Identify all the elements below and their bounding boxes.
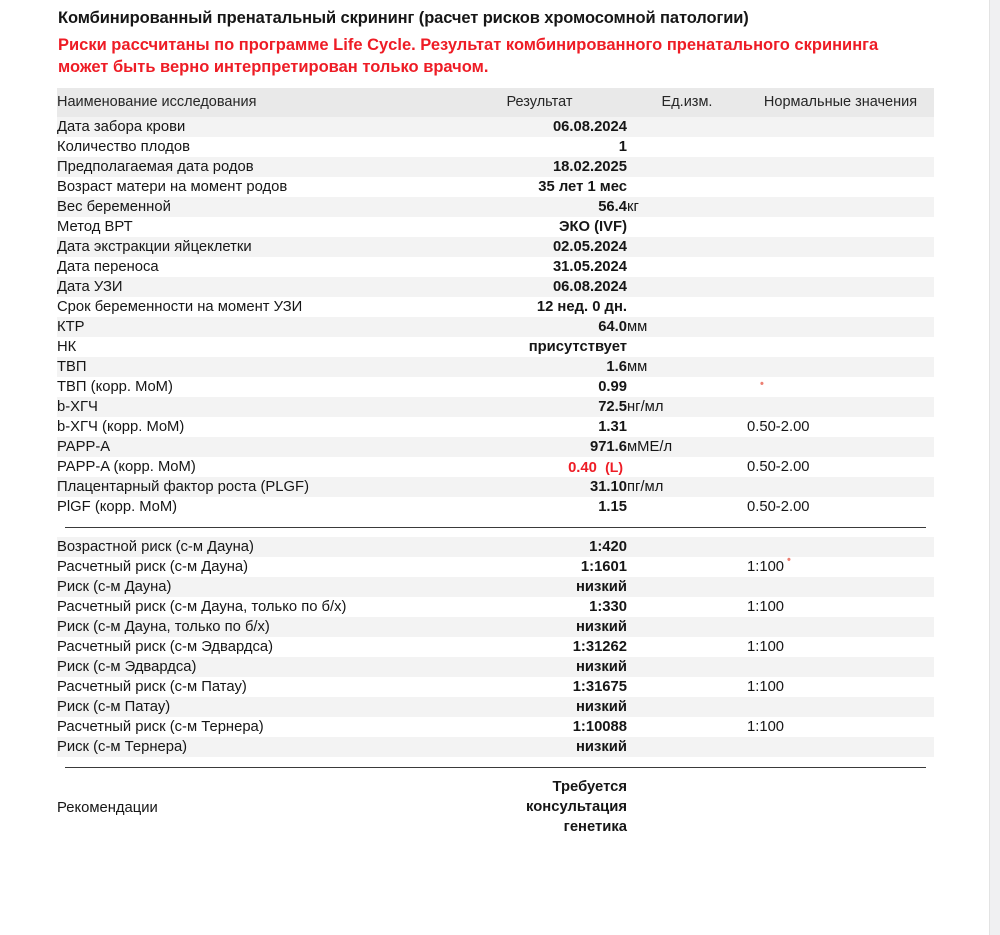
row-label: PlGF (корр. MoM) bbox=[57, 499, 178, 515]
row-result: низкий bbox=[576, 659, 627, 675]
row-unit bbox=[627, 377, 747, 397]
section-divider bbox=[57, 517, 934, 537]
row-unit bbox=[627, 137, 747, 157]
row-normal-range bbox=[747, 697, 934, 717]
row-normal-range bbox=[747, 617, 934, 637]
row-unit: нг/мл bbox=[627, 399, 664, 415]
row-unit bbox=[627, 597, 747, 617]
row-result: 18.02.2025 bbox=[552, 159, 627, 175]
row-result: 1:1601 bbox=[580, 559, 627, 575]
table-header-row bbox=[57, 88, 934, 117]
row-result: 72.5 bbox=[598, 399, 627, 415]
row-normal-range: 1:100 bbox=[747, 679, 785, 695]
table-row bbox=[57, 497, 934, 517]
row-unit bbox=[627, 277, 747, 297]
table-row bbox=[57, 237, 934, 257]
divider-line bbox=[65, 527, 926, 528]
row-result: низкий bbox=[576, 579, 627, 595]
row-unit: мМЕ/л bbox=[627, 439, 673, 455]
table-row bbox=[57, 577, 934, 597]
table-row bbox=[57, 397, 934, 417]
row-unit bbox=[627, 177, 747, 197]
row-unit bbox=[627, 237, 747, 257]
table-row bbox=[57, 737, 934, 757]
row-unit: пг/мл bbox=[627, 479, 664, 495]
row-result-value: 0.40 bbox=[568, 459, 597, 476]
row-result: 971.6 bbox=[589, 439, 627, 455]
row-normal-range bbox=[747, 177, 934, 197]
row-result: 56.4 bbox=[598, 199, 627, 215]
row-label: Плацентарный фактор роста (PLGF) bbox=[57, 479, 309, 495]
row-result: 1:420 bbox=[589, 539, 627, 555]
recommendation-line: консультация bbox=[526, 799, 627, 815]
row-result: ЭКО (IVF) bbox=[558, 219, 627, 235]
row-result: 1:10088 bbox=[572, 719, 627, 735]
row-result: 1.31 bbox=[598, 419, 627, 435]
row-result: 06.08.2024 bbox=[552, 279, 627, 295]
row-normal-range bbox=[747, 117, 934, 137]
row-unit: кг bbox=[627, 199, 639, 215]
row-unit bbox=[627, 497, 747, 517]
row-label: Количество плодов bbox=[57, 139, 191, 155]
table-row bbox=[57, 197, 934, 217]
row-unit: мм bbox=[627, 319, 648, 335]
row-label: Риск (с-м Патау) bbox=[57, 699, 171, 715]
table-header bbox=[57, 88, 934, 117]
row-unit bbox=[627, 717, 747, 737]
row-label: Возрастной риск (с-м Дауна) bbox=[57, 539, 254, 555]
row-result: 31.10 bbox=[589, 479, 627, 495]
row-unit bbox=[627, 217, 747, 237]
table-row bbox=[57, 597, 934, 617]
row-normal-range: 1:100 bbox=[747, 719, 785, 735]
row-label: Расчетный риск (с-м Дауна) bbox=[57, 559, 249, 575]
row-unit bbox=[627, 457, 747, 477]
recommendation-label: Рекомендации bbox=[57, 799, 158, 816]
row-normal-range: 1:100 bbox=[747, 599, 785, 615]
row-unit bbox=[627, 537, 747, 557]
row-normal-range bbox=[747, 477, 934, 497]
row-normal-range bbox=[747, 257, 934, 277]
row-normal-range: 0.50-2.00 bbox=[747, 459, 810, 475]
ink-artifact-icon: • bbox=[787, 554, 791, 566]
table-row bbox=[57, 717, 934, 737]
column-header-norm: Нормальные значения bbox=[747, 88, 934, 117]
table-row bbox=[57, 477, 934, 497]
row-result: низкий bbox=[576, 619, 627, 635]
row-unit bbox=[627, 657, 747, 677]
row-result: 1 bbox=[618, 139, 627, 155]
column-header-name: Наименование исследования bbox=[57, 88, 452, 117]
row-label: Расчетный риск (с-м Патау) bbox=[57, 679, 247, 695]
row-label: ТВП (корр. MoM) bbox=[57, 379, 173, 395]
table-row bbox=[57, 557, 934, 577]
table-row bbox=[57, 637, 934, 657]
table-row bbox=[57, 157, 934, 177]
row-label: Риск (с-м Тернера) bbox=[57, 739, 188, 755]
table-row bbox=[57, 177, 934, 197]
row-normal-range bbox=[747, 137, 934, 157]
row-label: PAPP-A bbox=[57, 439, 111, 455]
row-unit bbox=[627, 157, 747, 177]
row-normal-range: 1:100 bbox=[747, 639, 785, 655]
column-header-result: Результат bbox=[452, 88, 627, 117]
row-label: Предполагаемая дата родов bbox=[57, 159, 254, 175]
table-row bbox=[57, 697, 934, 717]
row-result: 35 лет 1 мес bbox=[538, 179, 627, 195]
row-normal-range bbox=[747, 397, 934, 417]
row-unit bbox=[627, 417, 747, 437]
row-result: 1:31262 bbox=[572, 639, 627, 655]
table-row bbox=[57, 277, 934, 297]
row-label: Дата экстракции яйцеклетки bbox=[57, 239, 252, 255]
row-unit bbox=[627, 697, 747, 717]
row-unit bbox=[627, 677, 747, 697]
table-row bbox=[57, 257, 934, 277]
row-result: 1.15 bbox=[598, 499, 627, 515]
table-body bbox=[57, 117, 934, 837]
row-result: низкий bbox=[576, 739, 627, 755]
row-result: 64.0 bbox=[598, 319, 627, 335]
table-row bbox=[57, 117, 934, 137]
divider-line bbox=[65, 767, 926, 768]
row-normal-range: 0.50-2.00 bbox=[747, 419, 810, 435]
row-normal-range bbox=[747, 317, 934, 337]
table-row bbox=[57, 677, 934, 697]
table-row bbox=[57, 437, 934, 457]
row-label: Дата забора крови bbox=[57, 119, 186, 135]
row-normal-range bbox=[747, 337, 934, 357]
row-result: 1:31675 bbox=[572, 679, 627, 695]
row-label: b-ХГЧ (корр. MoM) bbox=[57, 419, 185, 435]
row-unit bbox=[627, 557, 747, 577]
row-label: ТВП bbox=[57, 359, 87, 375]
row-result bbox=[452, 457, 627, 477]
row-normal-range bbox=[747, 577, 934, 597]
recommendation-text bbox=[452, 777, 627, 837]
row-normal-range bbox=[747, 357, 934, 377]
row-unit bbox=[627, 737, 747, 757]
row-result: 1:330 bbox=[589, 599, 627, 615]
row-unit bbox=[627, 637, 747, 657]
row-unit bbox=[627, 257, 747, 277]
section-divider bbox=[57, 757, 934, 777]
row-label: Расчетный риск (с-м Эдвардса) bbox=[57, 639, 274, 655]
recommendation-norm bbox=[747, 777, 934, 837]
row-unit: мм bbox=[627, 359, 648, 375]
row-normal-range bbox=[747, 657, 934, 677]
row-label: Срок беременности на момент УЗИ bbox=[57, 299, 303, 315]
row-normal-range bbox=[747, 437, 934, 457]
row-label: НК bbox=[57, 339, 77, 355]
row-normal-range bbox=[747, 377, 934, 397]
row-label: PAPP-A (корр. MoM) bbox=[57, 459, 196, 475]
row-label: b-ХГЧ bbox=[57, 399, 98, 415]
results-table bbox=[57, 88, 934, 837]
recommendation-row bbox=[57, 777, 934, 837]
row-normal-range bbox=[747, 297, 934, 317]
table-row bbox=[57, 377, 934, 397]
row-normal-range bbox=[747, 277, 934, 297]
row-normal-range: 0.50-2.00 bbox=[747, 499, 810, 515]
table-row bbox=[57, 357, 934, 377]
table-row bbox=[57, 217, 934, 237]
row-result: низкий bbox=[576, 699, 627, 715]
row-unit bbox=[627, 617, 747, 637]
status-badge: (L) bbox=[605, 458, 623, 475]
row-label: Возраст матери на момент родов bbox=[57, 179, 288, 195]
row-normal-range bbox=[747, 197, 934, 217]
row-normal-range bbox=[747, 537, 934, 557]
row-normal-range bbox=[747, 157, 934, 177]
row-unit bbox=[627, 337, 747, 357]
table-row bbox=[57, 617, 934, 637]
row-label: Риск (с-м Эдвардса) bbox=[57, 659, 197, 675]
row-result: 06.08.2024 bbox=[552, 119, 627, 135]
recommendation-unit bbox=[627, 777, 747, 837]
row-normal-range bbox=[747, 737, 934, 757]
row-result: 12 нед. 0 дн. bbox=[536, 299, 627, 315]
column-header-unit: Ед.изм. bbox=[627, 88, 747, 117]
row-normal-range bbox=[747, 237, 934, 257]
row-label: Риск (с-м Дауна) bbox=[57, 579, 172, 595]
table-row bbox=[57, 537, 934, 557]
row-label: Расчетный риск (с-м Тернера) bbox=[57, 719, 264, 735]
row-label: КТР bbox=[57, 319, 85, 335]
page-gutter bbox=[990, 0, 1000, 935]
row-label: Расчетный риск (с-м Дауна, только по б/х) bbox=[57, 599, 347, 615]
table-row bbox=[57, 457, 934, 477]
row-label: Вес беременной bbox=[57, 199, 171, 215]
recommendation-line: генетика bbox=[563, 819, 627, 835]
row-result: 0.99 bbox=[598, 379, 627, 395]
table-row bbox=[57, 137, 934, 157]
table-row bbox=[57, 337, 934, 357]
table-row bbox=[57, 417, 934, 437]
row-normal-range: 1:100 bbox=[747, 559, 785, 575]
row-result: 31.05.2024 bbox=[552, 259, 627, 275]
row-result: 02.05.2024 bbox=[552, 239, 627, 255]
row-label: Дата УЗИ bbox=[57, 279, 123, 295]
row-result: присутствует bbox=[528, 339, 627, 355]
table-row bbox=[57, 317, 934, 337]
row-unit bbox=[627, 297, 747, 317]
row-unit bbox=[627, 577, 747, 597]
page-title: Комбинированный пренатальный скрининг (расчет рисков хромосомной патологии) bbox=[58, 9, 749, 27]
table-row bbox=[57, 657, 934, 677]
ink-artifact-icon: • bbox=[760, 378, 764, 390]
row-label: Риск (с-м Дауна, только по б/х) bbox=[57, 619, 270, 635]
row-result: 1.6 bbox=[606, 359, 627, 375]
recommendation-line: Требуется bbox=[552, 779, 627, 795]
row-unit bbox=[627, 117, 747, 137]
row-label: Метод ВРТ bbox=[57, 219, 133, 235]
warning-note: Риски рассчитаны по программе Life Cycle. Результат комбинированного пренатального скрининга может быть верно интерпретирован только врачом. bbox=[58, 36, 879, 76]
row-label: Дата переноса bbox=[57, 259, 159, 275]
table-row bbox=[57, 297, 934, 317]
row-normal-range bbox=[747, 217, 934, 237]
